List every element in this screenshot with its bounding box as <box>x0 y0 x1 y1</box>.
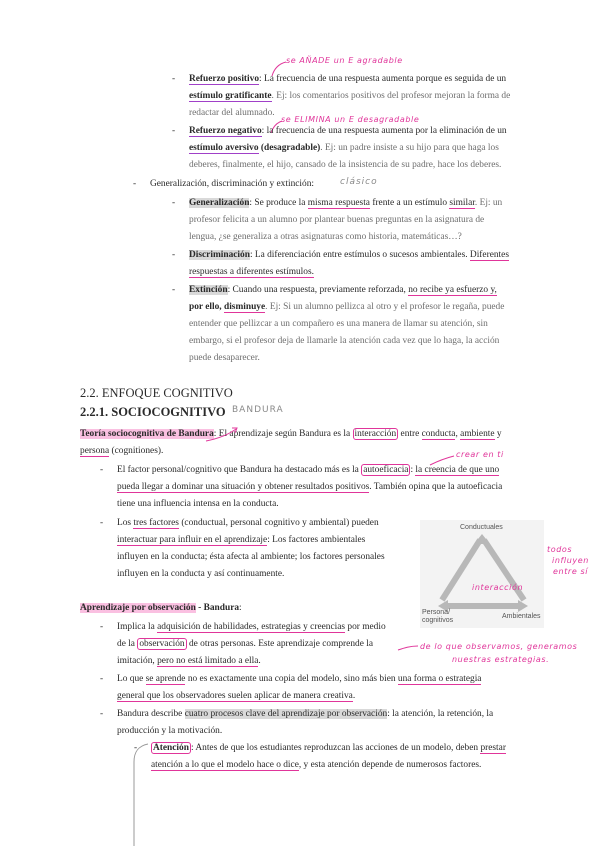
extincion-line2: por ello, disminuye. Ej: Si un alumno pellizca al otro y el profesor le regaña, puede <box>189 302 505 312</box>
extincion-line1: Extinción: Cuando una respuesta, previamente reforzada, no recibe ya esfuerzo y, <box>189 285 497 295</box>
bullet: - <box>172 74 176 84</box>
tres-line4: influyen en la conducta y así continuamente. <box>117 569 285 579</box>
bullet: - <box>172 285 176 295</box>
refuerzo-positivo-line1: Refuerzo positivo: La frecuencia de una respuesta aumenta porque es seguida de un <box>189 74 507 84</box>
tres-line2: interactuar para influir en el aprendizaje: Los factores ambientales <box>117 535 366 545</box>
arrow-observacion <box>394 640 424 656</box>
teoria-line1: Teoría sociocognitiva de Bandura: El aprendizaje según Bandura es la interacción entre conducta, ambiente y <box>80 429 502 439</box>
bullet: - <box>134 743 138 753</box>
term-discriminacion: Discriminación <box>189 250 250 260</box>
discriminacion-line2: respuestas a diferentes estímulos. <box>189 267 314 277</box>
teoria-line2: persona (cognitiones). <box>80 446 164 456</box>
diagram-label-persona: Persona/ <box>422 609 451 616</box>
extincion-line4: embargo, si el profesor deja de llamarle la atención cada vez que lo haga, la acción <box>189 336 500 346</box>
generalizacion-line1: Generalización: Se produce la misma respuesta frente a un estímulo similar. Ej: un <box>189 198 503 208</box>
note-influyen: influyen <box>552 556 589 565</box>
diagram-label-cognitivos: cognitivos <box>422 617 454 624</box>
factor-line1: El factor personal/cognitivo que Bandura ha destacado más es la autoeficacia : la creencia de que uno <box>117 465 500 475</box>
factor-line3: tiene una influencia intensa en la conducta. <box>117 499 279 509</box>
implica-line1: Implica la adquisición de habilidades, estrategias y creencias por medio <box>117 622 386 632</box>
note-clasico: clásico <box>340 177 378 187</box>
term-generalizacion: Generalización <box>189 198 250 208</box>
bullet: - <box>172 198 176 208</box>
refuerzo-positivo-line2: estímulo gratificante. Ej: los comentarios positivos del profesor mejoran la forma de <box>189 91 511 101</box>
note-se-anade: se AÑADE un E agradable <box>286 56 403 65</box>
note-interaccion: interacción <box>472 583 524 592</box>
note-bandura: BANDURA <box>232 405 284 415</box>
refuerzo-negativo-line3: deberes, finalmente, el hijo, cansado de la insistencia de su padre, hace los deberes. <box>189 160 502 170</box>
term-refuerzo-positivo: Refuerzo positivo <box>189 74 260 84</box>
bullet: - <box>100 518 104 528</box>
extincion-line5: puede desaparecer. <box>189 353 260 363</box>
note-se-elimina: se ELIMINA un E desagradable <box>281 115 420 124</box>
atencion-line2: atención a lo que el modelo hace o dice, y esta atención depende de numerosos factores. <box>151 760 482 770</box>
bandura-line1: Bandura describe cuatro procesos clave del aprendizaje por observación: la atención, la retención, la <box>117 709 494 719</box>
term-refuerzo-negativo: Refuerzo negativo <box>189 126 262 136</box>
triad-diagram <box>420 520 544 628</box>
aprendizaje-heading: Aprendizaje por observación - Bandura: <box>80 603 242 613</box>
refuerzo-negativo-line1: Refuerzo negativo: la frecuencia de una respuesta aumenta por la eliminación de un <box>189 126 507 136</box>
term-aprendizaje-observacion: Aprendizaje por observación <box>80 603 196 613</box>
term-atencion: Atención <box>153 743 189 753</box>
diagram-label-conductuales: Conductuales <box>460 524 503 531</box>
heading-enfoque-cognitivo: 2.2. ENFOQUE COGNITIVO <box>80 386 233 400</box>
extincion-line3: entender que pellizcar a un compañero es una manera de llamar su atención, sin <box>189 319 488 329</box>
bullet: - <box>100 465 104 475</box>
note-crear-en-ti: crear en ti <box>456 450 504 459</box>
tres-line1: Los tres factores (conductual, personal cognitivo y ambiental) pueden <box>117 518 379 528</box>
discriminacion-line1: Discriminación: La diferenciación entre estímulos o sucesos ambientales. Diferentes <box>189 250 509 260</box>
bullet: - <box>133 179 137 189</box>
atencion-line1: Atención : Antes de que los estudiantes reproduzcan las acciones de un modelo, deben prestar <box>153 743 506 753</box>
note-todos: todos <box>547 545 573 554</box>
note-de-lo-que: de lo que observamos, generamos <box>420 642 578 651</box>
bullet: - <box>172 126 176 136</box>
term-extincion: Extinción <box>189 285 228 295</box>
generalizacion-line3: lengua, ¿se generaliza a otras asignaturas como historia, matemáticas…? <box>189 232 462 242</box>
bullet: - <box>172 250 176 260</box>
arrow-persona <box>202 425 242 445</box>
implica-line2: de la observación de otras personas. Este aprendizaje comprende la <box>117 639 373 649</box>
refuerzo-negativo-line2: estímulo aversivo (desagradable). Ej: un padre insiste a su hijo para que haga los <box>189 143 499 153</box>
generalizacion-line2: profesor felicita a un alumno por plantear buenas preguntas en la asignatura de <box>189 215 485 225</box>
note-nuestras-estrategias: nuestras estrategias. <box>452 655 550 664</box>
bullet: - <box>100 709 104 719</box>
bullet: - <box>100 674 104 684</box>
tres-line3: influyen en la conducta; ésta afecta al ambiente; los factores personales <box>117 552 385 562</box>
refuerzo-positivo-line3: redactar del alumnado. <box>189 108 275 118</box>
implica-line3: imitación, pero no está limitado a ella. <box>117 656 261 666</box>
generalizacion-header: Generalización, discriminación y extinción: <box>150 179 315 189</box>
note-entre-si: entre sí <box>553 567 589 576</box>
diagram-label-ambientales: Ambientales <box>502 613 541 620</box>
bandura-line2: producción y la motivación. <box>117 726 223 736</box>
loque-line1: Lo que se aprende no es exactamente una copia del modelo, sino más bien una forma o estrategia <box>117 674 482 684</box>
loque-line2: general que los observadores suelen aplicar de manera creativa. <box>117 691 356 701</box>
factor-line2: pueda llegar a dominar una situación y obtener resultados positivos. También opina que la autoeficacia <box>117 482 503 492</box>
bullet: - <box>100 622 104 632</box>
term-teoria-sociocognitiva: Teoría sociocognitiva de Bandura <box>80 429 214 439</box>
heading-sociocognitivo: 2.2.1. SOCIOCOGNITIVO <box>80 405 226 419</box>
